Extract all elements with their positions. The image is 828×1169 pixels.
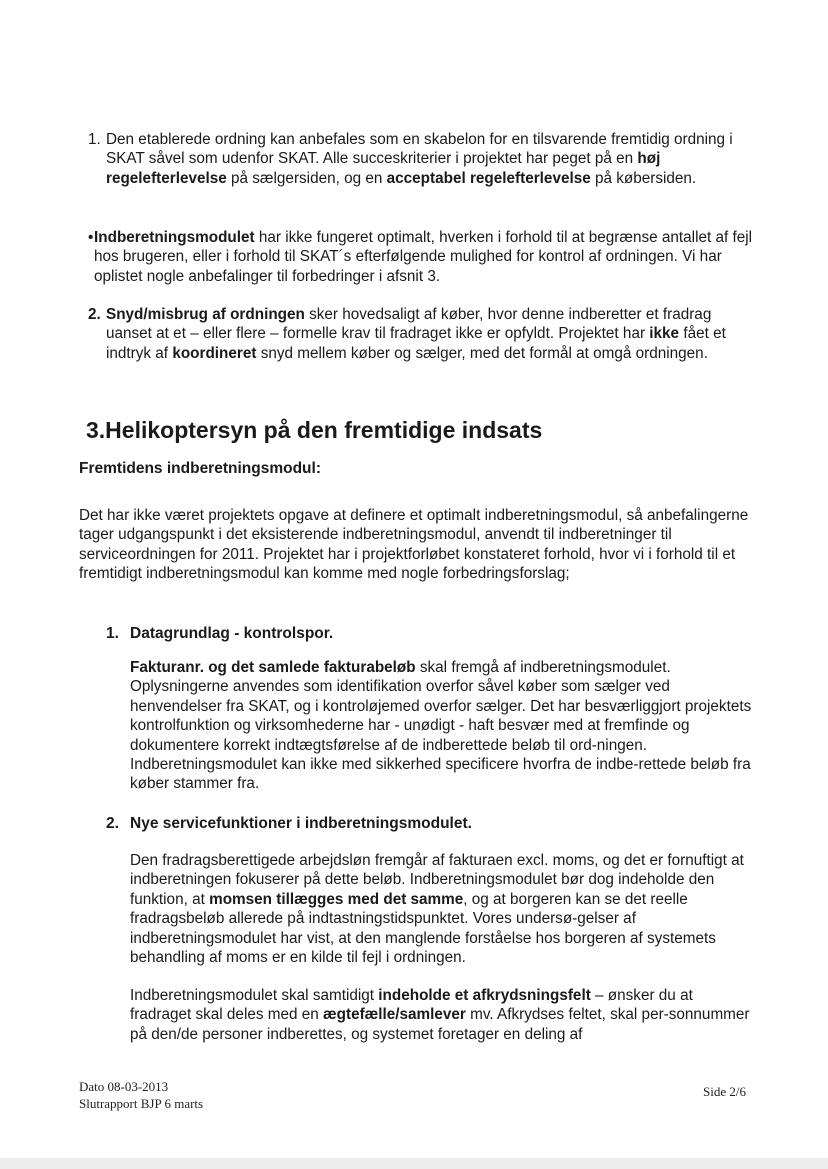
emphasis: acceptabel regelefterlevelse	[386, 169, 591, 187]
conclusion-item-1	[106, 130, 746, 188]
list-number: 1.	[106, 625, 119, 642]
list-number: 2.	[88, 306, 101, 323]
subheading: Fremtidens indberetningsmodul:	[79, 460, 321, 477]
text: – ønsker du at fradraget skal deles med en	[130, 987, 693, 1024]
emphasis: ikke	[649, 325, 680, 343]
text: fået et indtryk af	[106, 325, 726, 362]
emphasis: indeholde et afkrydsningsfelt	[378, 987, 591, 1004]
conclusion-item-2	[106, 305, 750, 363]
emphasis: Snyd/misbrug af ordningen	[106, 306, 305, 323]
text: Indberetningsmodulet skal samtidigt	[130, 987, 379, 1004]
intro-paragraph: Det har ikke været projektets opgave at definere et optimalt indberetningsmodul, så anbefalingerne tager udgangspunkt i det eksisterende indberetningsmodul, anvendt til indberetninger til serviceordningen for 2011. Projektet har i projektforløbet konstateret forhold, hvor vi i forhold til et fremtidigt indberetningsmodul kan komme med nogle forbedringsforslag;	[79, 507, 749, 583]
recommendation-2-paragraph-1	[130, 851, 756, 967]
recommendation-1-text	[130, 658, 760, 794]
recommendation-2-paragraph-2	[130, 986, 756, 1044]
conclusion-bullet	[94, 228, 754, 286]
footer-date: Dato 08-03-2013	[79, 1079, 169, 1094]
recommendation-title: Nye servicefunktioner i indberetningsmodulet.	[130, 815, 472, 832]
emphasis: Indberetningsmodulet	[94, 229, 255, 246]
bullet-marker: •	[88, 229, 94, 246]
text: skal fremgå af indberetningsmodulet. Oplysningerne anvendes som identifikation overfor såvel køber som sælger ved henvendelser fra SKAT, og i kontroløjemed overfor sælger. Det har besværliggjort projektets kontrolfunktion og virksomhederne har - unødigt - haft besvær med at fremfinde og dokumentere korrekt indtægtsførelse af de indberettede beløb til ord-ningen. Indberetningsmodulet kan ikke med sikkerhed specificere hvorfra de indbe-rettede beløb fra køber stammer fra.	[130, 659, 752, 793]
list-number: 2.	[106, 815, 119, 832]
footer-page-number: Side 2/6	[703, 1084, 746, 1099]
text: snyd mellem køber og sælger, med det formål at omgå ordningen.	[256, 344, 708, 362]
text: , og at borgeren kan se det reelle fradragsbeløb allerede på indtastningstidspunktet. Vores undersø-gelser af indberetningsmodulet har vist, at den manglende forståelse hos borgeren af systemets behandling af moms er en kilde til fejl i ordningen.	[130, 890, 716, 967]
text: sker hovedsaligt af køber, hvor denne indberetter et fradrag uanset at et – eller flere – formelle krav til fradraget ikke er opfyldt. Projektet har	[106, 306, 712, 343]
text: på købersiden.	[590, 169, 697, 187]
section-heading: 3.Helikoptersyn på den fremtidige indsats	[86, 417, 543, 443]
emphasis: koordineret	[172, 344, 257, 362]
recommendation-title: Datagrundlag - kontrolspor.	[130, 625, 334, 642]
text: Den etablerede ordning kan anbefales som en skabelon for en tilsvarende fremtidig ordning i SKAT såvel som udenfor SKAT. Alle succeskriterier i projektet har peget på en	[106, 131, 733, 168]
emphasis: momsen tillægges med det samme	[209, 890, 464, 908]
text: på sælgersiden, og en	[226, 169, 387, 187]
emphasis: ægtefælle/samlever	[323, 1006, 466, 1024]
scan-edge	[0, 1158, 828, 1169]
emphasis: høj regelefterlevelse	[106, 150, 661, 187]
footer-report-name: Slutrapport BJP 6 marts	[79, 1096, 204, 1111]
text: har ikke fungeret optimalt, hverken i forhold til at begrænse antallet af fejl hos brugeren, eller i forhold til SKAT´s efterfølgende mulighed for kontrol af ordningen. Vi har oplistet nogle anbefalinger til forbedringer i afsnit 3.	[94, 229, 753, 285]
list-number: 1.	[88, 131, 101, 148]
emphasis: Fakturanr. og det samlede fakturabeløb	[130, 659, 416, 676]
text: mv. Afkrydses feltet, skal per-sonnummer på den/de personer indberettes, og systemet foretager en deling af	[130, 1006, 750, 1043]
text: Den fradragsberettigede arbejdsløn fremgår af fakturaen excl. moms, og det er fornuftigt at indberetningen fokuserer på dette beløb. Indberetningsmodulet bør dog indeholde den funktion, at	[130, 852, 744, 908]
